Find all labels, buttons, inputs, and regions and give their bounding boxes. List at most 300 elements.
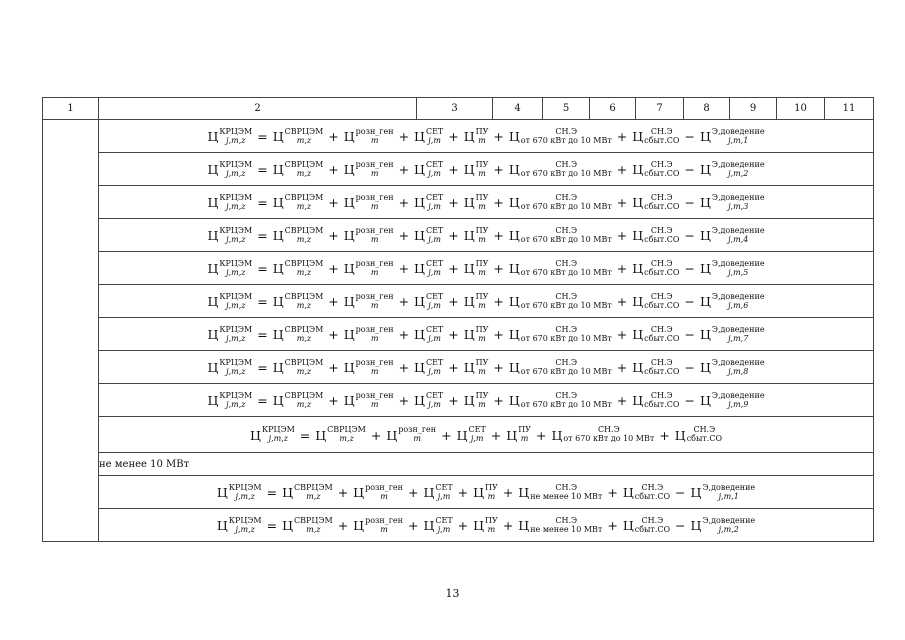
superscript: СН.Э xyxy=(555,324,578,334)
superscript: СН.Э xyxy=(650,291,673,301)
price-symbol: Ц xyxy=(632,162,644,178)
subscript: не менее 10 МВт xyxy=(530,491,603,501)
price-symbol: Ц xyxy=(473,518,485,534)
operator: + xyxy=(493,327,504,343)
price-symbol: Ц xyxy=(353,485,365,501)
operator: + xyxy=(502,485,514,501)
superscript: КРЦЭМ xyxy=(219,159,253,169)
price-symbol: Ц xyxy=(463,360,475,376)
subscript: сбыт.СО xyxy=(644,333,680,343)
formula xyxy=(207,359,764,377)
header-cell: 4 xyxy=(493,98,543,120)
superscript: СЕТ xyxy=(425,324,444,334)
subscript: j,m,z xyxy=(226,234,246,244)
subscript: j,m,7 xyxy=(728,333,749,343)
subscript: m xyxy=(478,168,486,178)
superscript: розн_ген xyxy=(355,291,394,301)
formula-row xyxy=(43,351,874,384)
subscript: m xyxy=(370,300,379,310)
price-symbol: Ц xyxy=(272,228,284,244)
formula xyxy=(207,194,764,212)
superscript: СН.Э xyxy=(641,482,664,492)
formula-term xyxy=(632,359,679,377)
formula-term xyxy=(207,161,252,179)
subscript: от 670 кВт до 10 МВт xyxy=(520,267,612,277)
header-cell: 7 xyxy=(636,98,684,120)
subscript: m xyxy=(370,135,379,145)
price-symbol: Ц xyxy=(207,162,219,178)
formula-term xyxy=(509,128,612,146)
price-symbol: Ц xyxy=(463,195,475,211)
superscript: КРЦЭМ xyxy=(219,291,253,301)
formula-cell xyxy=(99,417,874,453)
formula-term xyxy=(509,227,612,245)
formula-term xyxy=(632,293,679,311)
formula-term xyxy=(464,260,489,278)
subscript: сбыт.СО xyxy=(644,399,680,409)
superscript: СН.Э xyxy=(650,390,673,400)
formula xyxy=(207,128,764,146)
subscript: сбыт.СО xyxy=(644,366,680,376)
formula-term xyxy=(353,484,403,502)
operator: − xyxy=(684,360,695,376)
price-symbol: Ц xyxy=(463,294,475,310)
operator: + xyxy=(328,294,339,310)
subscript: m xyxy=(380,491,388,501)
formula-table xyxy=(42,97,874,542)
price-symbol: Ц xyxy=(463,162,475,178)
subscript: j,m xyxy=(428,135,441,145)
subscript: j,m,z xyxy=(226,135,246,145)
formula-term xyxy=(464,359,489,377)
formula-term xyxy=(344,359,394,377)
formula-term xyxy=(700,227,765,245)
price-symbol: Ц xyxy=(508,360,520,376)
price-symbol: Ц xyxy=(463,228,475,244)
price-symbol: Ц xyxy=(343,228,355,244)
price-symbol: Ц xyxy=(272,195,284,211)
operator: + xyxy=(337,518,349,534)
operator: + xyxy=(502,518,514,534)
superscript: СН.Э xyxy=(650,159,673,169)
header-cell: 8 xyxy=(684,98,730,120)
price-symbol: Ц xyxy=(282,518,294,534)
operator: + xyxy=(493,129,504,145)
superscript: КРЦЭМ xyxy=(228,482,262,492)
price-symbol: Ц xyxy=(508,129,520,145)
operator: + xyxy=(490,427,502,443)
subscript: m xyxy=(478,234,486,244)
formula-term xyxy=(414,260,443,278)
formula-term xyxy=(509,194,612,212)
price-symbol: Ц xyxy=(343,294,355,310)
operator: + xyxy=(328,162,339,178)
price-symbol: Ц xyxy=(632,294,644,310)
operator: + xyxy=(493,228,504,244)
operator: + xyxy=(398,327,410,343)
formula-term xyxy=(207,260,252,278)
superscript: Э,доведение xyxy=(711,357,765,367)
subscript: j,m,1 xyxy=(728,135,749,145)
subscript: от 670 кВт до 10 МВт xyxy=(520,135,612,145)
header-cell: 2 xyxy=(99,98,417,120)
operator: + xyxy=(493,294,504,310)
superscript: СВРЦЭМ xyxy=(284,390,324,400)
price-symbol: Ц xyxy=(353,518,365,534)
subscript: сбыт.СО xyxy=(644,300,680,310)
price-symbol: Ц xyxy=(699,162,711,178)
price-symbol: Ц xyxy=(343,162,355,178)
price-symbol: Ц xyxy=(463,261,475,277)
price-symbol: Ц xyxy=(272,294,284,310)
formula-cell xyxy=(99,285,874,318)
formula-row xyxy=(43,186,874,219)
superscript: розн_ген xyxy=(365,482,403,492)
subscript: j,m,2 xyxy=(728,168,749,178)
operator: + xyxy=(616,393,628,409)
superscript: СВРЦЭМ xyxy=(284,357,324,367)
formula-cell xyxy=(99,120,874,153)
superscript: СН.Э xyxy=(650,192,673,202)
operator: + xyxy=(337,485,349,501)
subscript: m xyxy=(478,201,486,211)
formula-term xyxy=(423,517,452,535)
formula-term xyxy=(414,359,443,377)
header-cell: 9 xyxy=(730,98,777,120)
formula-term xyxy=(464,227,489,245)
operator: + xyxy=(616,195,628,211)
operator: + xyxy=(448,228,459,244)
operator: + xyxy=(448,294,459,310)
superscript: СВРЦЭМ xyxy=(284,258,324,268)
operator: + xyxy=(328,360,339,376)
operator: − xyxy=(684,195,695,211)
superscript: розн_ген xyxy=(355,126,394,136)
formula-cell xyxy=(99,318,874,351)
formula-term xyxy=(344,293,394,311)
operator: + xyxy=(328,261,339,277)
subscript: от 670 кВт до 10 МВт xyxy=(520,234,612,244)
formula-cell xyxy=(99,186,874,219)
price-symbol: Ц xyxy=(463,129,475,145)
formula-term xyxy=(632,161,679,179)
formula xyxy=(207,392,764,410)
formula-term xyxy=(282,484,333,502)
formula-term xyxy=(518,517,602,535)
superscript: СН.Э xyxy=(641,515,664,525)
superscript: Э,доведение xyxy=(711,192,765,202)
formula-term xyxy=(700,161,765,179)
price-symbol: Ц xyxy=(207,129,219,145)
price-symbol: Ц xyxy=(423,485,435,501)
subscript: сбыт.СО xyxy=(686,434,722,444)
formula-term xyxy=(700,293,765,311)
operator: − xyxy=(675,518,686,534)
formula-cell xyxy=(99,153,874,186)
superscript: СЕТ xyxy=(435,482,453,492)
operator: = xyxy=(266,485,278,501)
operator: = xyxy=(257,294,268,310)
subscript: m xyxy=(370,168,379,178)
formula-row xyxy=(43,384,874,417)
subscript: j,m,z xyxy=(226,300,246,310)
subscript: от 670 кВт до 10 МВт xyxy=(520,399,612,409)
subscript: не менее 10 МВт xyxy=(530,524,603,534)
operator: + xyxy=(448,393,459,409)
subscript: сбыт.СО xyxy=(634,524,671,534)
operator: + xyxy=(328,393,339,409)
subscript: m,z xyxy=(296,366,312,376)
subscript: m xyxy=(478,300,486,310)
formula-term xyxy=(632,128,679,146)
superscript: КРЦЭМ xyxy=(219,192,253,202)
superscript: ПУ xyxy=(518,425,531,435)
formula-term xyxy=(273,293,324,311)
operator: = xyxy=(257,162,268,178)
price-symbol: Ц xyxy=(216,485,228,501)
subscript: от 670 кВт до 10 МВт xyxy=(563,434,655,444)
formula-row xyxy=(43,120,874,153)
price-symbol: Ц xyxy=(463,327,475,343)
subscript: j,m,2 xyxy=(718,524,739,534)
price-symbol: Ц xyxy=(632,129,644,145)
formula-term xyxy=(353,517,403,535)
formula-term xyxy=(273,227,324,245)
price-symbol: Ц xyxy=(272,393,284,409)
price-symbol: Ц xyxy=(207,228,219,244)
price-symbol: Ц xyxy=(414,162,425,178)
superscript: СН.Э xyxy=(650,258,673,268)
price-symbol: Ц xyxy=(622,485,634,501)
formula-row xyxy=(43,252,874,285)
price-symbol: Ц xyxy=(207,261,219,277)
formula-cell xyxy=(99,252,874,285)
formula-term xyxy=(509,161,612,179)
operator: + xyxy=(398,360,410,376)
price-symbol: Ц xyxy=(343,360,355,376)
subscript: j,m,3 xyxy=(728,201,749,211)
superscript: СН.Э xyxy=(555,482,578,492)
operator: − xyxy=(684,327,695,343)
operator: + xyxy=(493,261,504,277)
subscript: сбыт.СО xyxy=(644,201,680,211)
price-symbol: Ц xyxy=(508,228,520,244)
superscript: ПУ xyxy=(475,324,489,334)
superscript: СЕТ xyxy=(425,291,444,301)
operator: + xyxy=(398,228,410,244)
price-symbol: Ц xyxy=(343,261,355,277)
operator: + xyxy=(398,129,410,145)
operator: + xyxy=(441,427,452,443)
subscript: m,z xyxy=(296,135,312,145)
price-symbol: Ц xyxy=(508,261,520,277)
superscript: СЕТ xyxy=(425,258,444,268)
subscript: сбыт.СО xyxy=(644,267,680,277)
formula-term xyxy=(506,426,531,444)
price-symbol: Ц xyxy=(272,327,284,343)
price-symbol: Ц xyxy=(414,195,425,211)
formula-term xyxy=(464,194,489,212)
operator: + xyxy=(407,518,419,534)
operator: + xyxy=(398,195,410,211)
subscript: j,m,9 xyxy=(728,399,749,409)
price-symbol: Ц xyxy=(423,518,435,534)
subscript: сбыт.СО xyxy=(644,234,680,244)
formula-term xyxy=(207,194,252,212)
superscript: ПУ xyxy=(475,291,489,301)
superscript: Э,доведение xyxy=(711,390,765,400)
operator: − xyxy=(684,162,695,178)
subscript: j,m xyxy=(470,434,484,444)
subscript: m xyxy=(370,267,379,277)
operator: + xyxy=(448,162,459,178)
price-symbol: Ц xyxy=(699,195,711,211)
superscript: СВРЦЭМ xyxy=(294,482,333,492)
operator: = xyxy=(257,327,268,343)
superscript: СН.Э xyxy=(693,425,716,435)
price-symbol: Ц xyxy=(272,360,284,376)
formula-cell xyxy=(99,219,874,252)
formula-term xyxy=(344,326,394,344)
subscript: j,m,5 xyxy=(728,267,749,277)
subscript: m,z xyxy=(296,234,312,244)
operator: + xyxy=(448,327,459,343)
formula-term xyxy=(632,392,679,410)
formula-term xyxy=(632,227,679,245)
formula-term xyxy=(509,392,612,410)
subscript: j,m,z xyxy=(268,434,289,444)
formula-term xyxy=(414,128,443,146)
subscript: j,m,8 xyxy=(728,366,749,376)
price-symbol: Ц xyxy=(207,195,219,211)
operator: + xyxy=(448,360,459,376)
formula-term xyxy=(464,293,489,311)
formula-cell xyxy=(99,476,874,509)
subscript: m xyxy=(478,399,486,409)
superscript: СВРЦЭМ xyxy=(284,225,324,235)
subscript: j,m xyxy=(428,168,441,178)
formula-term xyxy=(509,260,612,278)
superscript: СЕТ xyxy=(425,159,444,169)
subscript: от 670 кВт до 10 МВт xyxy=(520,333,612,343)
formula-term xyxy=(700,326,765,344)
header-cell: 3 xyxy=(417,98,493,120)
formula-row xyxy=(43,153,874,186)
formula-row xyxy=(43,476,874,509)
superscript: Э,доведение xyxy=(711,159,765,169)
superscript: СН.Э xyxy=(650,357,673,367)
formula-term xyxy=(414,227,443,245)
subscript: j,m,1 xyxy=(718,491,739,501)
superscript: СЕТ xyxy=(425,225,444,235)
superscript: КРЦЭМ xyxy=(261,425,295,435)
page-number: 13 xyxy=(445,587,460,600)
price-symbol: Ц xyxy=(272,129,284,145)
price-symbol: Ц xyxy=(699,228,711,244)
price-symbol: Ц xyxy=(272,261,284,277)
formula-term xyxy=(464,128,489,146)
formula-term xyxy=(273,194,324,212)
price-symbol: Ц xyxy=(508,393,520,409)
formula-term xyxy=(518,484,602,502)
superscript: КРЦЭМ xyxy=(219,390,253,400)
price-symbol: Ц xyxy=(282,485,294,501)
price-symbol: Ц xyxy=(518,485,530,501)
price-symbol: Ц xyxy=(315,427,327,443)
subscript: m,z xyxy=(296,333,312,343)
operator: − xyxy=(684,294,695,310)
formula xyxy=(207,293,764,311)
header-cell: 11 xyxy=(825,98,874,120)
operator: + xyxy=(493,393,504,409)
header-cell: 6 xyxy=(590,98,636,120)
superscript: СН.Э xyxy=(555,390,578,400)
header-cell: 5 xyxy=(543,98,590,120)
subscript: j,m xyxy=(428,399,441,409)
operator: = xyxy=(257,195,268,211)
formula-term xyxy=(207,227,252,245)
formula-term xyxy=(691,484,756,502)
superscript: ПУ xyxy=(475,390,489,400)
formula-term xyxy=(207,128,252,146)
formula-term xyxy=(414,392,443,410)
subscript: j,m,6 xyxy=(728,300,749,310)
superscript: ПУ xyxy=(485,515,498,525)
price-symbol: Ц xyxy=(473,485,485,501)
operator: + xyxy=(370,427,382,443)
formula xyxy=(217,517,755,535)
subscript: j,m xyxy=(437,524,451,534)
price-symbol: Ц xyxy=(632,360,644,376)
formula-term xyxy=(509,293,612,311)
price-symbol: Ц xyxy=(414,294,425,310)
operator: + xyxy=(616,327,628,343)
superscript: Э,доведение xyxy=(702,482,756,492)
operator: − xyxy=(684,393,695,409)
subscript: m,z xyxy=(306,491,321,501)
superscript: розн_ген xyxy=(398,425,437,435)
price-symbol: Ц xyxy=(463,393,475,409)
superscript: СН.Э xyxy=(555,291,578,301)
formula-term xyxy=(344,227,394,245)
price-symbol: Ц xyxy=(249,427,261,443)
operator: + xyxy=(616,360,628,376)
superscript: СН.Э xyxy=(555,126,578,136)
formula-row xyxy=(43,285,874,318)
superscript: ПУ xyxy=(475,357,489,367)
price-symbol: Ц xyxy=(207,360,219,376)
formula-term xyxy=(386,426,436,444)
price-symbol: Ц xyxy=(551,427,563,443)
subscript: j,m,z xyxy=(235,491,255,501)
formula-term xyxy=(623,484,670,502)
price-symbol: Ц xyxy=(690,518,702,534)
operator: + xyxy=(448,261,459,277)
formula-term xyxy=(414,194,443,212)
price-symbol: Ц xyxy=(456,427,468,443)
price-symbol: Ц xyxy=(414,393,425,409)
superscript: СН.Э xyxy=(555,192,578,202)
superscript: СЕТ xyxy=(425,357,444,367)
operator: + xyxy=(616,162,628,178)
price-symbol: Ц xyxy=(518,518,530,534)
formula-term xyxy=(315,426,366,444)
subscript: j,m xyxy=(428,267,441,277)
subscript: m xyxy=(478,333,486,343)
superscript: КРЦЭМ xyxy=(219,225,253,235)
price-symbol: Ц xyxy=(632,393,644,409)
subscript: m xyxy=(370,399,379,409)
